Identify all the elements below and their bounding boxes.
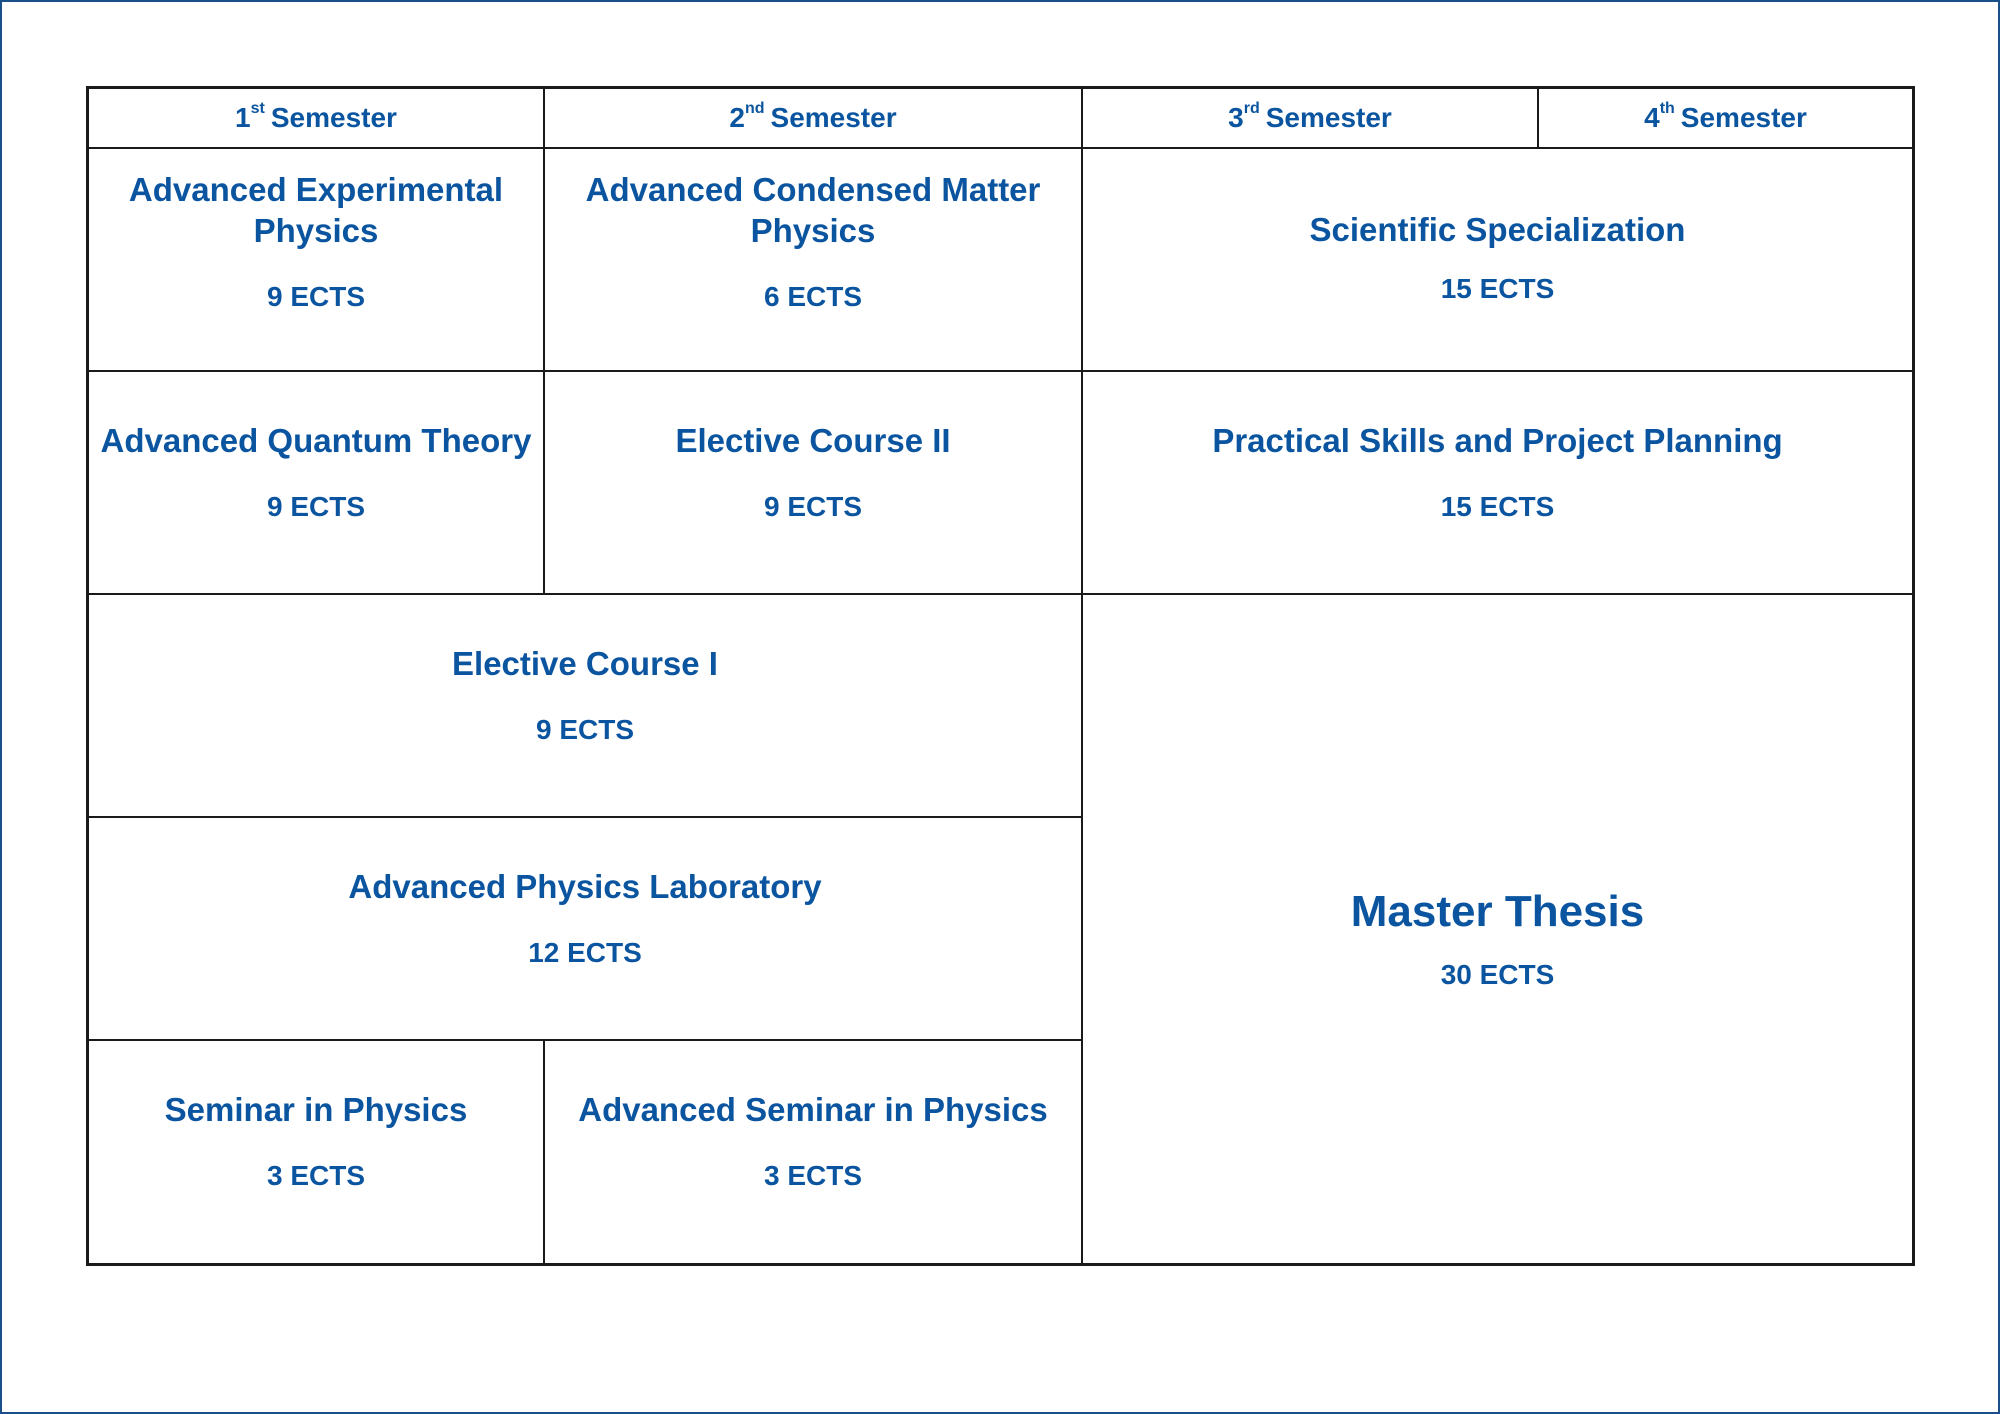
module-ects: 12 ECTS [528, 937, 642, 968]
module-title: Practical Skills and Project Planning [1212, 422, 1783, 459]
module-ects: 15 ECTS [1440, 273, 1555, 304]
curriculum-table [86, 86, 1915, 1266]
module-title: Advanced Physics Laboratory [348, 868, 822, 905]
module-title: Seminar in Physics [164, 1091, 468, 1128]
module-master-thesis [1083, 595, 1912, 1263]
module-ects: 9 ECTS [535, 714, 635, 745]
module-advanced-physics-laboratory [89, 818, 1083, 1041]
module-elective-course-1 [89, 595, 1083, 818]
module-elective-course-2 [545, 372, 1083, 595]
semester-3-suffix: rd [1243, 99, 1260, 117]
semester-4-number: 4 [1644, 102, 1660, 133]
semester-3-number: 3 [1228, 102, 1244, 133]
module-title: Advanced Experimental Physics [128, 171, 504, 249]
module-advanced-condensed-matter-physics [545, 149, 1083, 372]
module-advanced-quantum-theory [89, 372, 545, 595]
semester-2-label: Semester [770, 102, 897, 133]
semester-3-header [1083, 89, 1539, 149]
module-ects: 9 ECTS [266, 491, 366, 522]
semester-1-number: 1 [235, 102, 251, 133]
module-ects: 15 ECTS [1440, 491, 1555, 522]
module-title: Elective Course II [675, 422, 951, 459]
module-advanced-seminar-in-physics [545, 1041, 1083, 1263]
module-ects: 30 ECTS [1440, 959, 1555, 990]
module-title: Advanced Seminar in Physics [578, 1091, 1048, 1128]
semester-2-header [545, 89, 1083, 149]
module-ects: 9 ECTS [763, 491, 863, 522]
module-title: Advanced Condensed Matter Physics [585, 171, 1041, 249]
semester-2-number: 2 [729, 102, 745, 133]
module-title: Scientific Specialization [1309, 211, 1686, 248]
semester-3-label: Semester [1265, 102, 1392, 133]
module-ects: 3 ECTS [266, 1160, 366, 1191]
semester-4-header [1539, 89, 1912, 149]
module-advanced-experimental-physics [89, 149, 545, 372]
semester-1-header [89, 89, 545, 149]
module-title: Advanced Quantum Theory [100, 422, 532, 459]
module-title: Master Thesis [1350, 887, 1645, 936]
module-ects: 6 ECTS [763, 281, 863, 312]
semester-1-label: Semester [270, 102, 397, 133]
semester-4-label: Semester [1680, 102, 1807, 133]
module-title: Elective Course I [452, 645, 718, 682]
module-practical-skills-project-planning [1083, 372, 1912, 595]
module-ects: 9 ECTS [266, 281, 366, 312]
semester-4-suffix: th [1659, 99, 1675, 117]
module-scientific-specialization [1083, 149, 1912, 372]
semester-1-suffix: st [250, 99, 265, 117]
semester-2-suffix: nd [744, 99, 765, 117]
module-ects: 3 ECTS [763, 1160, 863, 1191]
module-seminar-in-physics [89, 1041, 545, 1263]
